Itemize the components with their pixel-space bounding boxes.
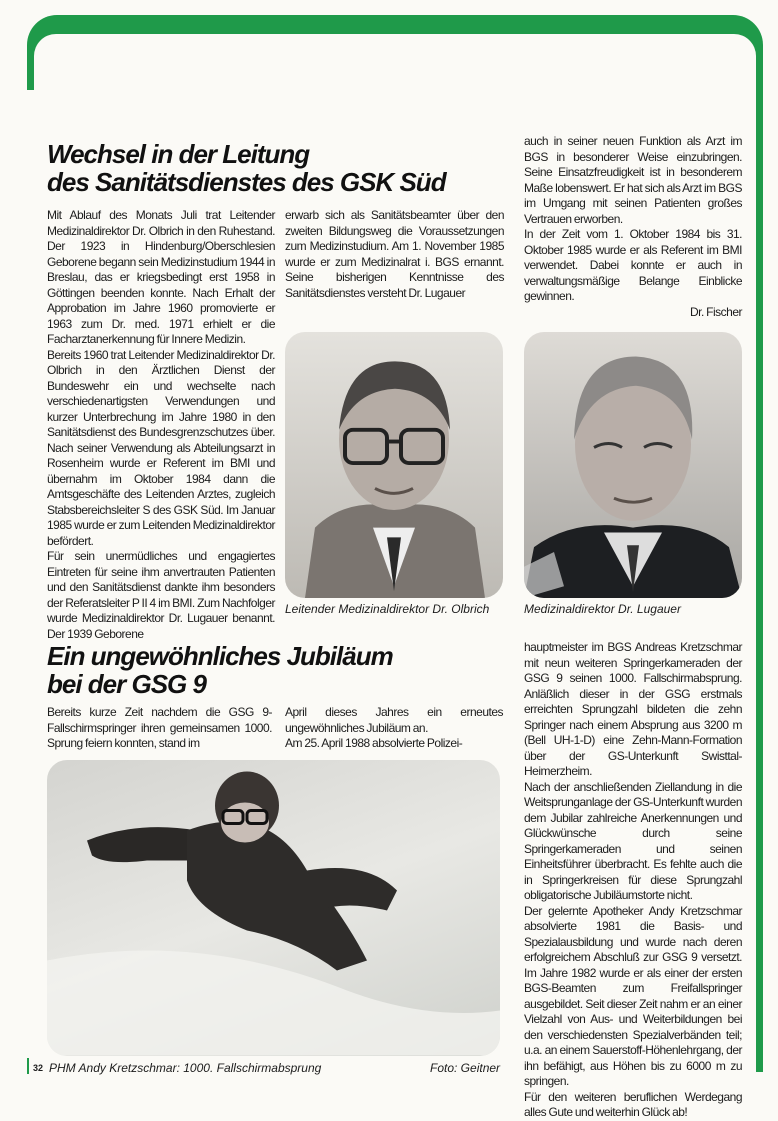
photo-credit: Foto: Geitner [430,1061,501,1075]
portrait-illustration [285,332,503,598]
author: Dr. Fischer [689,304,742,319]
article1-column-3 [524,134,742,320]
photo-parachutist [47,760,500,1056]
portrait-illustration [524,332,742,598]
green-frame-right [756,50,763,1072]
paragraph: auch in seiner neuen Funktion als Arzt im BGS in besonderer Weise einzubringen. Seine Einsatzfreudigkeit ist in besonderem Maße lobenswert. Er hat sich als Arzt im BGS im Umgang mit seinen Patienten großes Vertrauen erworben. [524,134,742,226]
article1-column-2 [285,208,504,301]
paragraph: Für sein unermüdliches und engagiertes Eintreten für seine ihm anvertrauten Patienten und den Sanitätsdienst dankte ihm besonders der Referatsleiter P II 4 im BMI. Zum Nachfolger wurde Medizinaldirektor Dr. Lugauer benannt. Der 1939 Geborene [47,549,275,641]
photo-caption-lugauer: Medizinaldirektor Dr. Lugauer [524,602,681,616]
photo-lugauer [524,332,742,598]
paragraph: Nach der anschließenden Ziellandung in die Weitsprunganlage der GS-Unterkunft wurden dem Jubilar zahlreiche Anerkennungen und Glückwünsche durch seine Springerkameraden und seinen Einheitsführer überbracht. Es fehlte auch die in Springerkreisen für diese Sprungzahl obligatorische Jubiläumstorte nicht. [524,779,742,902]
headline-line: des Sanitätsdienstes des GSK Süd [47,167,446,197]
photo-caption-parachutist: PHM Andy Kretzschmar: 1000. Fallschirmabsprung [49,1061,322,1075]
paragraph: Am 25. April 1988 absolvierte Polizei- [285,736,463,750]
photo-caption-olbrich: Leitender Medizinaldirektor Dr. Olbrich [285,602,490,616]
parachutist-illustration [47,760,500,1056]
frame-inner [34,34,756,94]
article1-headline [47,140,446,196]
article2-column-2 [285,705,503,752]
article2-column-3 [524,640,742,1121]
paragraph: hauptmeister im BGS Andreas Kretzschmar mit neun weiteren Springerkameraden der GSG 9 seinen 1000. Fallschirmabsprung. Anläßlich dieser in der GSG erstmals erreichten Sprungzahl bildeten die zehn Springer nach einem Absprung aus 3200 m (Bell UH-1-D) eine Zehn-Mann-Formation über der GS-Unterkunft Swisttal-Heimerzheim. [524,640,742,778]
article2-column-1 [47,705,272,752]
photo-olbrich [285,332,503,598]
paragraph: In der Zeit vom 1. Oktober 1984 bis 31. Oktober 1985 wurde er als Referent im BMI verwendet. Dabei konnte er auch in verwaltungsmäßige Belange Einblicke gewinnen. [524,227,742,303]
article2-headline [47,642,393,698]
paragraph: Bereits 1960 trat Leitender Medizinaldirektor Dr. Olbrich in den Ärztlichen Dienst der Bundeswehr ein und wechselte nach verschiedenartigsten Verwendungen und kurzer Unterbrechung im Jahre 1980 in den Sanitätsdienst des Bundesgrenzschutzes über. Nach seiner Verwendung als Abteilungsarzt in Rosenheim wurde er Referent im BMI und übernahm im Oktober 1984 dann die Amtsgeschäfte des Leitenden Arztes, zugleich Stabsbereichsleiter S des GSK Süd. Im Januar 1985 wurde er zum Leitenden Medizinaldirektor befördert. [47,347,275,548]
paragraph: Bereits kurze Zeit nachdem die GSG 9-Fallschirmspringer ihren gemeinsamen 1000. Sprung feiern konnten, stand im [47,705,272,750]
headline-line: Ein ungewöhnliches Jubiläum [47,641,393,671]
headline-line: Wechsel in der Leitung [47,139,310,169]
paragraph: April dieses Jahres ein erneutes ungewöhnliches Jubiläum an. [285,705,503,735]
green-frame-left-bottom [27,1058,29,1074]
paragraph: Für den weiteren beruflichen Werdegang alles Gute und weiterhin Glück ab! [524,1089,742,1119]
paragraph: Mit Ablauf des Monats Juli trat Leitender Medizinaldirektor Dr. Olbrich in den Ruhestand. Der 1923 in Hindenburg/Oberschlesien Geborene begann sein Medizinstudium 1944 in Breslau, das er kriegsbedingt erst 1958 in Göttingen beenden konnte. Nach Erhalt der Approbation im Jahre 1960 promovierte er 1963 zum Dr. med. 1971 erhielt er die Facharztanerkennung für Innere Medizin. [47,208,275,346]
paragraph: Der gelernte Apotheker Andy Kretzschmar absolvierte 1981 die Basis- und Spezialausbildung und wurde nach deren erfolgreichem Abschluß zur GSG 9 versetzt. Im Jahre 1982 wurde er als einer der ersten BGS-Beamten zum Freifallspringer ausgebildet. Seit dieser Zeit nahm er an einer Vielzahl von Aus- und Weiterbildungen bei den verschiedensten Spezialverbänden teil; u.a. an einem Sauerstoff-Höhenlehrgang, der ihn befähigt, aus Höhen bis zu 6000 m zu springen. [524,903,742,1088]
green-frame-left [27,50,34,90]
paragraph: erwarb sich als Sanitätsbeamter über den zweiten Bildungsweg die Voraussetzungen zum Medizinstudium. Am 1. November 1985 wurde er zum Medizinalrat i. BGS ernannt. Seine bisherigen Kenntnisse des Sanitätsdienstes versteht Dr. Lugauer [285,208,504,300]
page-number: 32 [33,1063,44,1073]
headline-line: bei der GSG 9 [47,669,206,699]
article1-column-1 [47,208,275,642]
